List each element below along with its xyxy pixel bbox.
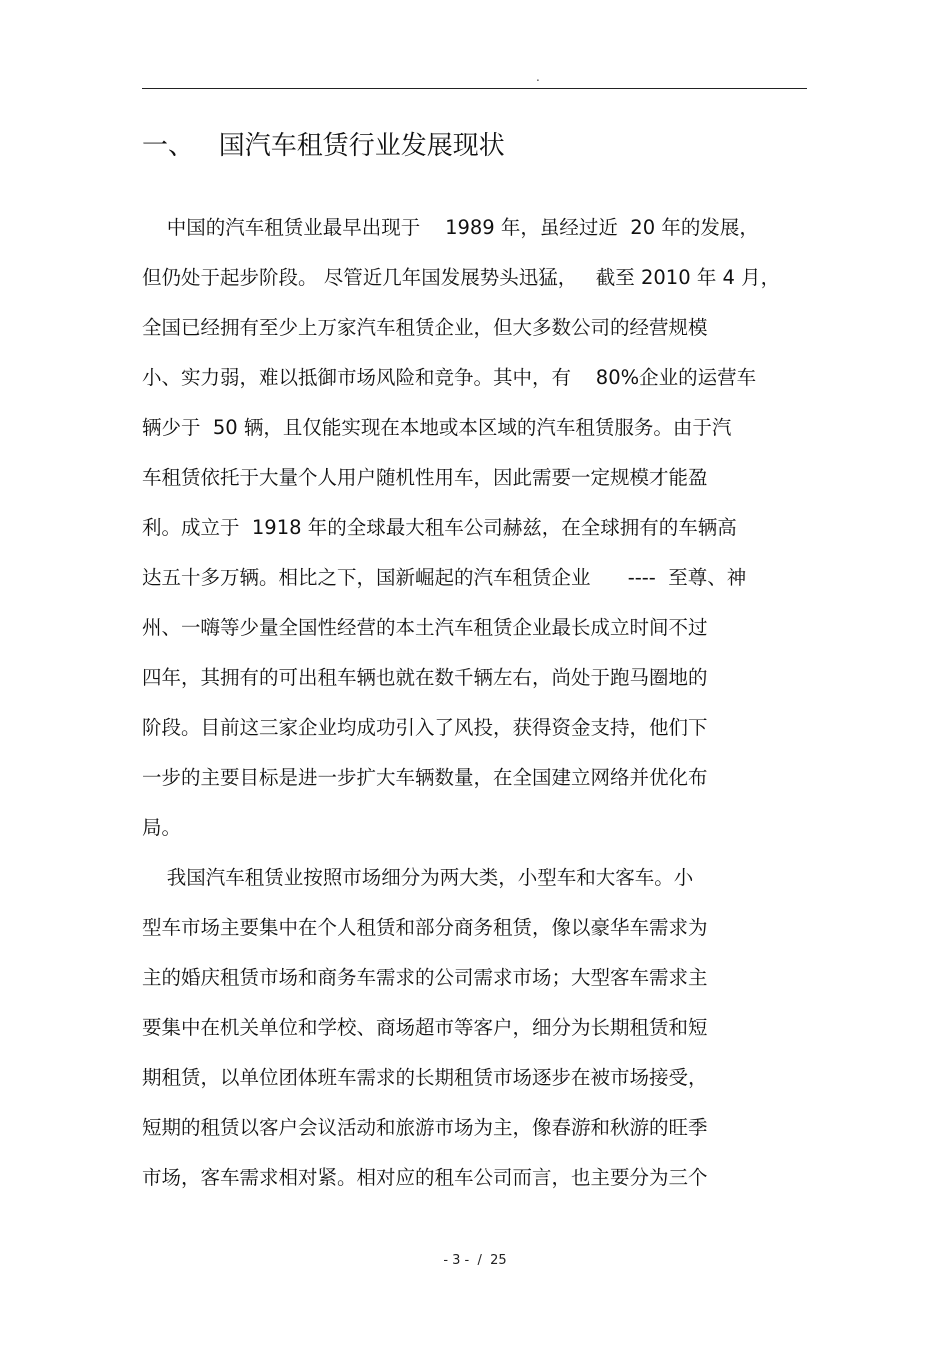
paragraph-1-line: 州、一嗨等少量全国性经营的本土汽车租赁企业最长成立时间不过 [142,616,708,639]
paragraph-1-line: 阶段。目前这三家企业均成功引入了风投，获得资金支持，他们下 [142,716,708,739]
paragraph-2-line: 短期的租赁以客户会议活动和旅游市场为主，像春游和秋游的旺季 [142,1116,708,1139]
paragraph-1-line: 辆少于 50 辆，且仅能实现在本地或本区域的汽车租赁服务。由于汽 [142,416,732,439]
paragraph-1-line: 利。成立于 1918 年的全球最大租车公司赫兹，在全球拥有的车辆高 [142,516,737,539]
paragraph-2-line: 市场，客车需求相对紧。相对应的租车公司而言，也主要分为三个 [142,1166,708,1189]
paragraph-1-line: 中国的汽车租赁业最早出现于 1989 年，虽经过近 20 年的发展， [142,216,759,239]
paragraph-2-line: 期租赁，以单位团体班车需求的长期租赁市场逐步在被市场接受， [142,1066,708,1089]
paragraph-1-line: 达五十多万辆。相比之下，国新崛起的汽车租赁企业 ---- 至尊、神 [142,566,747,589]
paragraph-1-line: 局。 [142,816,182,839]
header-rule [142,88,807,89]
section-heading: 一、 国汽车租赁行业发展现状 [142,131,505,161]
paragraph-1-line: 小、实力弱，难以抵御市场风险和竞争。其中，有 80%企业的运营车 [142,366,757,389]
paragraph-1-line: 但仍处于起步阶段。 尽管近几年国发展势头迅猛， 截至 2010 年 4 月， [142,266,781,289]
paragraph-1-line: 全国已经拥有至少上万家汽车租赁企业，但大多数公司的经营规模 [142,316,708,339]
page-number: - 3 - / 25 [443,1253,507,1268]
paragraph-2-line: 型车市场主要集中在个人租赁和部分商务租赁，像以豪华车需求为 [142,916,708,939]
paragraph-1-line: 一步的主要目标是进一步扩大车辆数量，在全国建立网络并优化布 [142,766,708,789]
paragraph-2-line: 要集中在机关单位和学校、商场超市等客户，细分为长期租赁和短 [142,1016,708,1039]
header-mark: . [536,70,540,84]
paragraph-2-line: 主的婚庆租赁市场和商务车需求的公司需求市场；大型客车需求主 [142,966,708,989]
paragraph-1-line: 四年，其拥有的可出租车辆也就在数千辆左右，尚处于跑马圈地的 [142,666,708,689]
paragraph-1-line: 车租赁依托于大量个人用户随机性用车，因此需要一定规模才能盈 [142,466,708,489]
paragraph-2-line: 我国汽车租赁业按照市场细分为两大类，小型车和大客车。小 [142,866,694,889]
